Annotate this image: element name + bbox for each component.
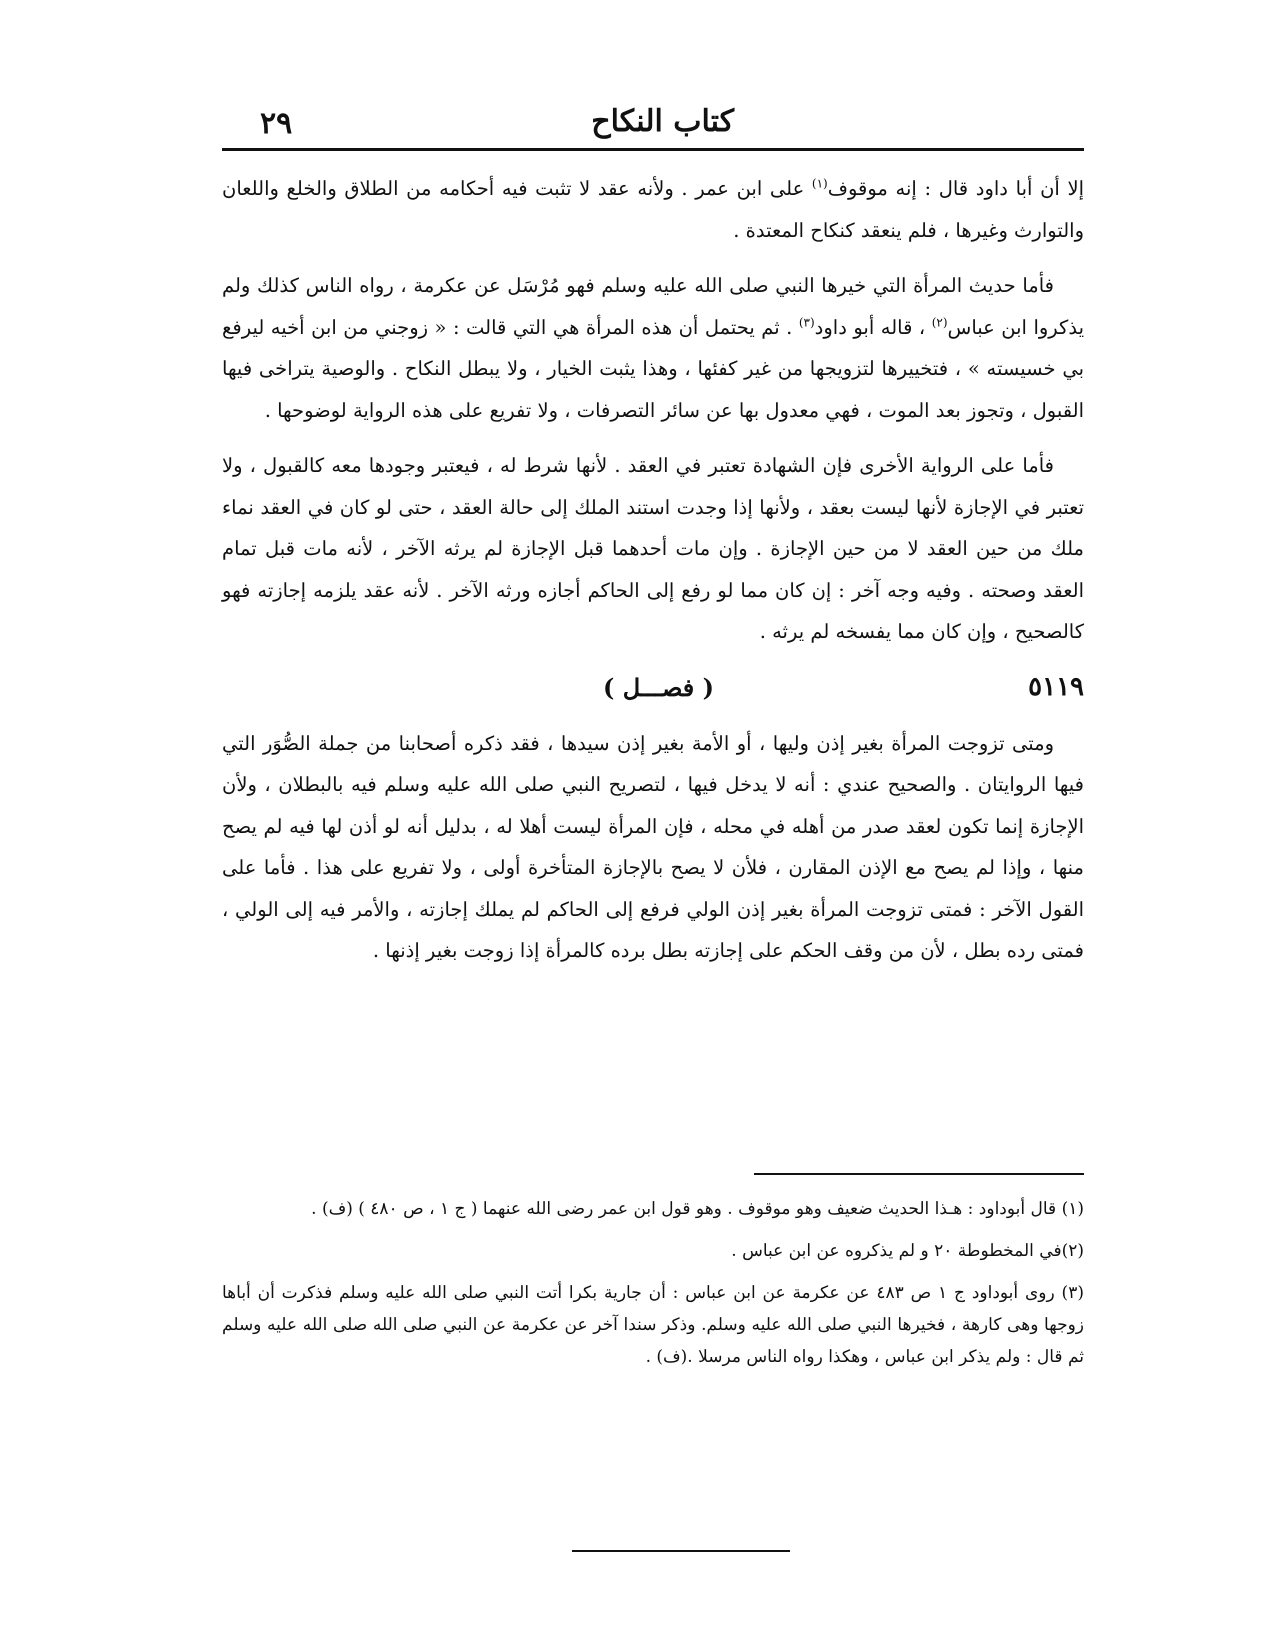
text-run: . ثم يحتمل أن هذه المرأة هي التي قالت : « زوجني من ابن أخيه ليرفع بي خسيسته » ، فتخييرها لتزويجها من غير كفئها ، وهذا يثبت الخيار ، ولا يبطل النكاح . والوصية يتراخى فيها القبول ، وتجوز بعد الموت ، فهي معدول بها عن سائر التصرفات ، ولا تفريع على هذه الرواية لوضوحها . <box>222 315 1084 422</box>
paragraph <box>222 265 1084 431</box>
bottom-rule <box>572 1550 790 1552</box>
section-title: ( فصـــل ) <box>603 672 714 702</box>
footnotes <box>222 1193 1084 1383</box>
footnote: (٢)في المخطوطة ٢٠ و لم يذكروه عن ابن عباس . <box>731 1241 1084 1261</box>
footnote-ref: (١) <box>811 176 828 191</box>
footnote-ref: (٣) <box>798 315 815 329</box>
page-header <box>222 104 1084 144</box>
main-text <box>222 168 1084 986</box>
book-title: كتاب النكاح <box>591 104 734 139</box>
paragraph: فأما على الرواية الأخرى فإن الشهادة تعتبر في العقد . لأنها شرط له ، فيعتبر وجودها معه كالقبول ، ولا تعتبر في الإجازة لأنها ليست بعقد ، ولأنها إذا وجدت استند الملك إلى حالة العقد ، حتى لو كان في العقد نماء ملك من حين العقد لا من حين الإجازة . وإن مات أحدهما قبل الإجازة لم يرثه الآخر ، لأنه مات قبل تمام العقد وصحته . وفيه وجه آخر : إن كان مما لو رفع إلى الحاكم أجازه ورثه الآخر . لأنه عقد يلزمه إجازته فهو كالصحيح ، وإن كان مما يفسخه لم يرثه . <box>222 454 1084 643</box>
section-heading <box>222 667 1084 719</box>
text-run: إلا أن أبا داود قال : إنه موقوف <box>827 177 1084 200</box>
section-number: ٥١١٩ <box>1028 671 1084 702</box>
text-run: ، قاله أبو داود <box>814 315 932 339</box>
footnote-rule <box>754 1173 1084 1175</box>
header-rule <box>222 148 1084 151</box>
footnote: (٣) روى أبوداود ج ١ ص ٤٨٣ عن عكرمة عن ابن عباس : أن جارية بكرا أتت النبي صلى الله عليه وسلم فذكرت أن أباها زوجها وهى كارهة ، فخيرها النبي صلى الله عليه وسلم. وذكر سندا آخر عن عكرمة عن النبي صلى الله صلى الله عليه وسلم ثم قال : ولم يذكر ابن عباس ، وهكذا رواه الناس مرسلا .(ف) . <box>222 1283 1084 1367</box>
footnote: (١) قال أبوداود : هـذا الحديث ضعيف وهو موقوف . وهو قول ابن عمر رضى الله عنهما ( ج ١ ، ص ٤٨٠ ) (ف) . <box>311 1199 1084 1219</box>
footnote-ref: (٢) <box>931 315 948 329</box>
paragraph <box>222 168 1084 251</box>
page-number: ٢٩ <box>260 106 293 141</box>
paragraph: ومتى تزوجت المرأة بغير إذن وليها ، أو الأمة بغير إذن سيدها ، فقد ذكره أصحابنا من جملة الصُّوَر التي فيها الروايتان . والصحيح عندي : أنه لا يدخل فيها ، لتصريح النبي صلى الله عليه وسلم فيه بالبطلان ، ولأن الإجازة إنما تكون لعقد صدر من أهله في محله ، فإن المرأة ليست أهلا له ، بدليل أنه لو أذن لها فيه لم يصح منها ، وإذا لم يصح مع الإذن المقارن ، فلأن لا يصح بالإجازة المتأخرة أولى ، ولا تفريع على هذا . فأما على القول الآخر : فمتى تزوجت المرأة بغير إذن الولي فرفع إلى الحاكم لم يملك إجازته ، والأمر فيه إلى الولي ، فمتى رده بطل ، لأن من وقف الحكم على إجازته بطل برده كالمرأة إذا زوجت بغير إذنها . <box>222 731 1084 962</box>
text-run: على ابن عمر . ولأنه عقد لا تثبت فيه أحكامه من الطلاق والخلع واللعان والتوارث وغيرها ، فلم ينعقد كنكاح المعتدة . <box>222 177 1084 242</box>
text-run: فأما حديث المرأة التي خيرها النبي صلى الله عليه وسلم فهو مُرْسَل عن عكرمة ، رواه الناس كذلك ولم يذكروا ابن عباس <box>222 274 1085 339</box>
